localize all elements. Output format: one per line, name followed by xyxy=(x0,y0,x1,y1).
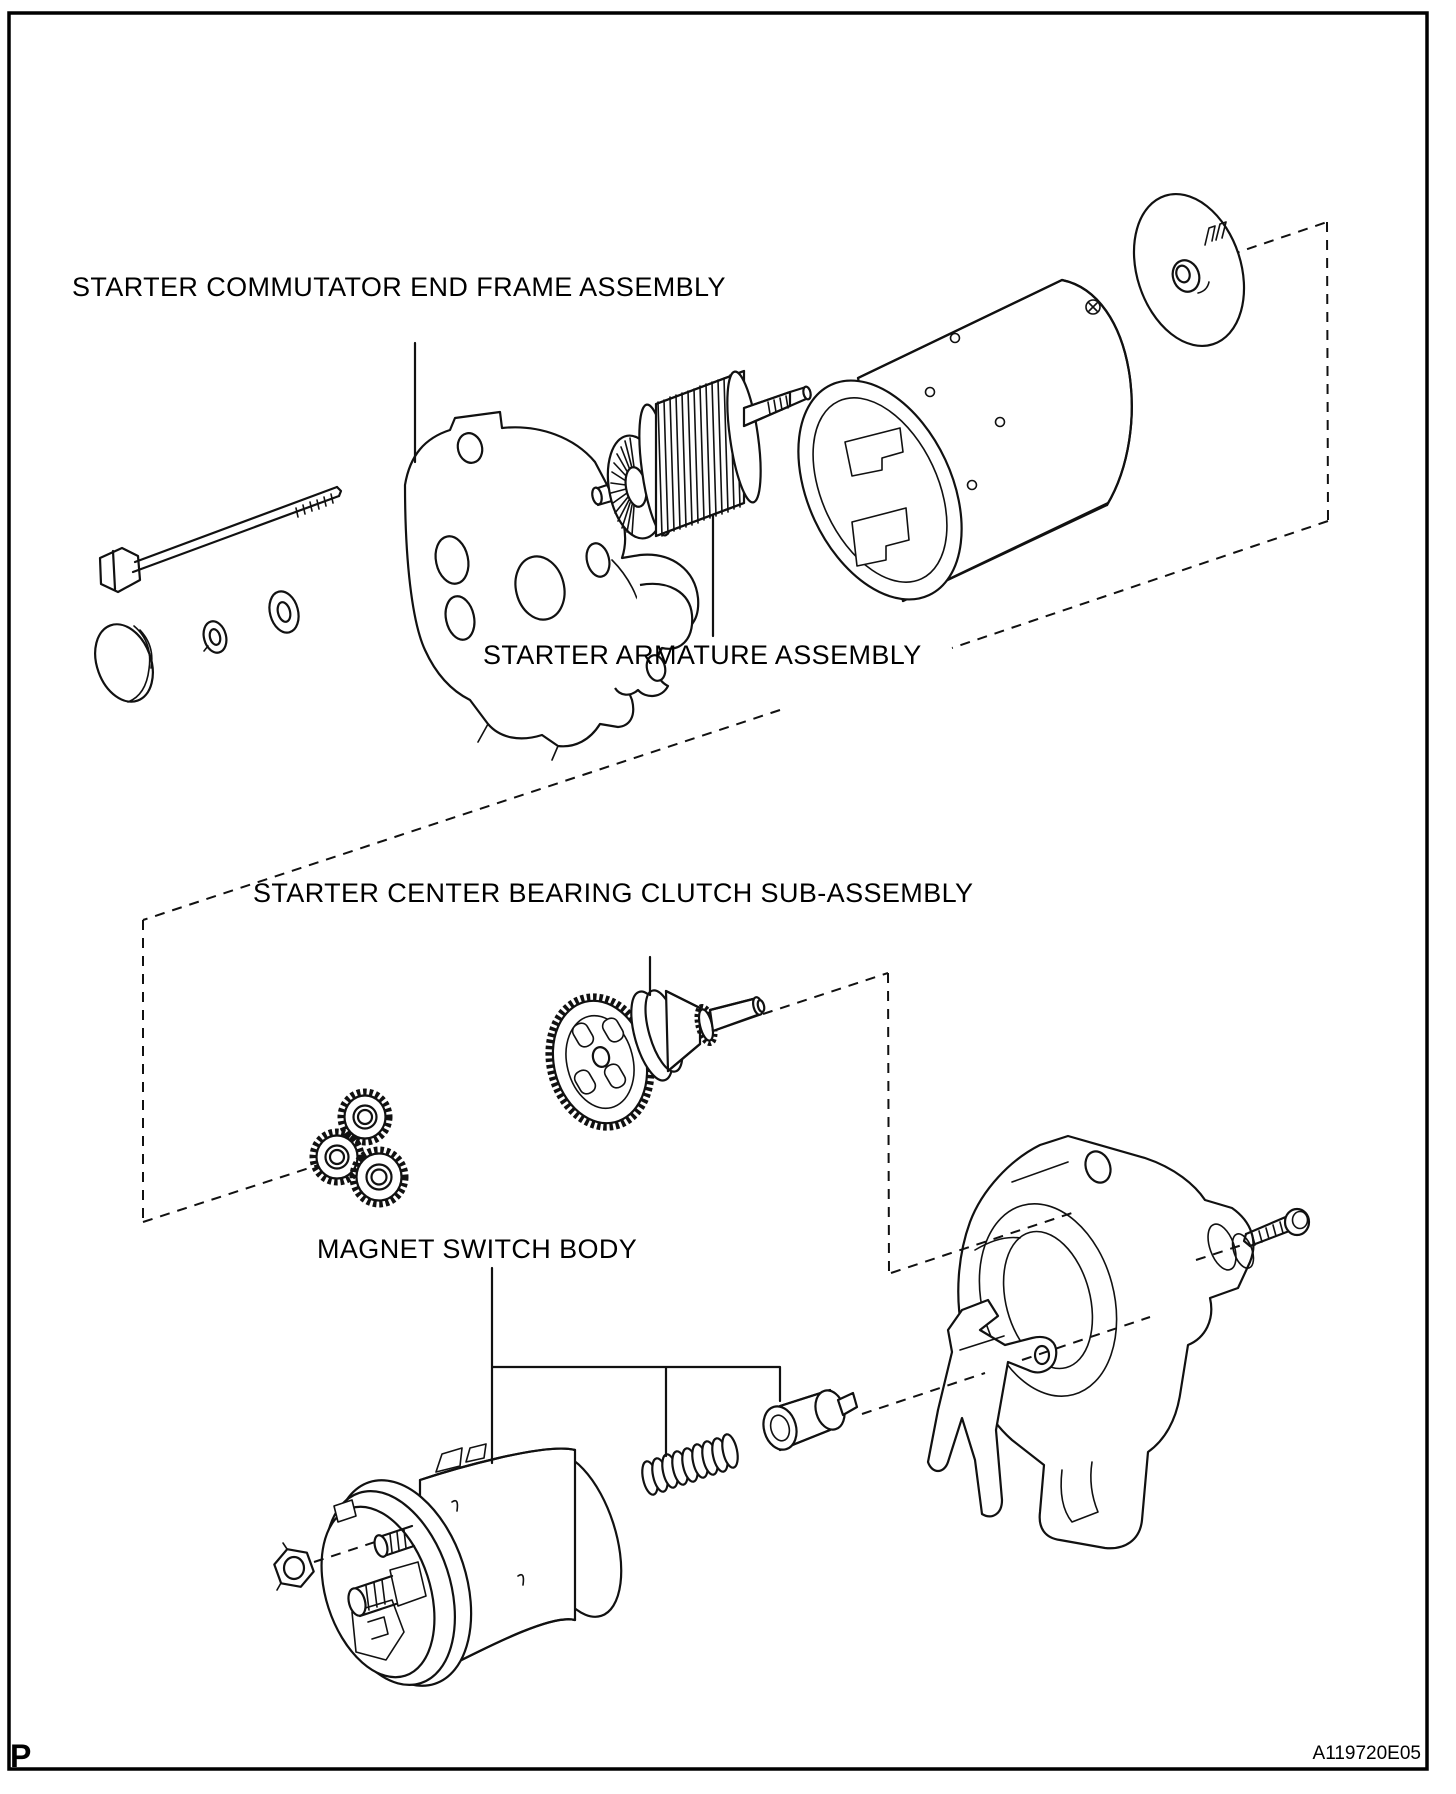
magnet-switch-body-part xyxy=(301,1442,639,1704)
leader-magnet-switch xyxy=(492,1268,780,1463)
planetary-gears xyxy=(313,1092,405,1204)
flat-washer xyxy=(265,588,303,636)
drive-housing xyxy=(958,1136,1257,1548)
plane-middle-bottom-edge-right xyxy=(763,973,888,1014)
page-corner-marker: P xyxy=(10,1738,32,1774)
center-bearing-clutch xyxy=(536,986,766,1138)
label-end-frame-assembly: STARTER COMMUTATOR END FRAME ASSEMBLY xyxy=(72,272,726,302)
plane-middle-bottom-edge-left xyxy=(143,1158,340,1222)
figure-code: A119720E05 xyxy=(1312,1743,1421,1764)
starter-yoke xyxy=(766,280,1132,626)
starter-armature xyxy=(591,370,812,543)
housing-bolt xyxy=(1244,1209,1309,1246)
plunger-spring xyxy=(640,1433,741,1496)
terminal-nut xyxy=(274,1543,313,1590)
label-armature-assembly: STARTER ARMATURE ASSEMBLY xyxy=(483,640,922,670)
plane-top-right-edge xyxy=(1327,222,1328,521)
plane-middle-right-edge xyxy=(888,973,889,1274)
plane-top-edge-fragment xyxy=(1230,222,1327,255)
through-bolt xyxy=(100,487,341,592)
end-cover-disc xyxy=(1115,180,1262,361)
lock-washer xyxy=(200,619,230,656)
end-frame-cap xyxy=(85,616,163,710)
planetary-gear xyxy=(353,1150,405,1204)
planetary-gear xyxy=(313,1132,361,1182)
label-magnet-switch-body: MAGNET SWITCH BODY xyxy=(317,1234,638,1264)
label-clutch-sub-assembly: STARTER CENTER BEARING CLUTCH SUB-ASSEMBLY xyxy=(253,878,974,908)
switch-plunger xyxy=(759,1387,857,1454)
